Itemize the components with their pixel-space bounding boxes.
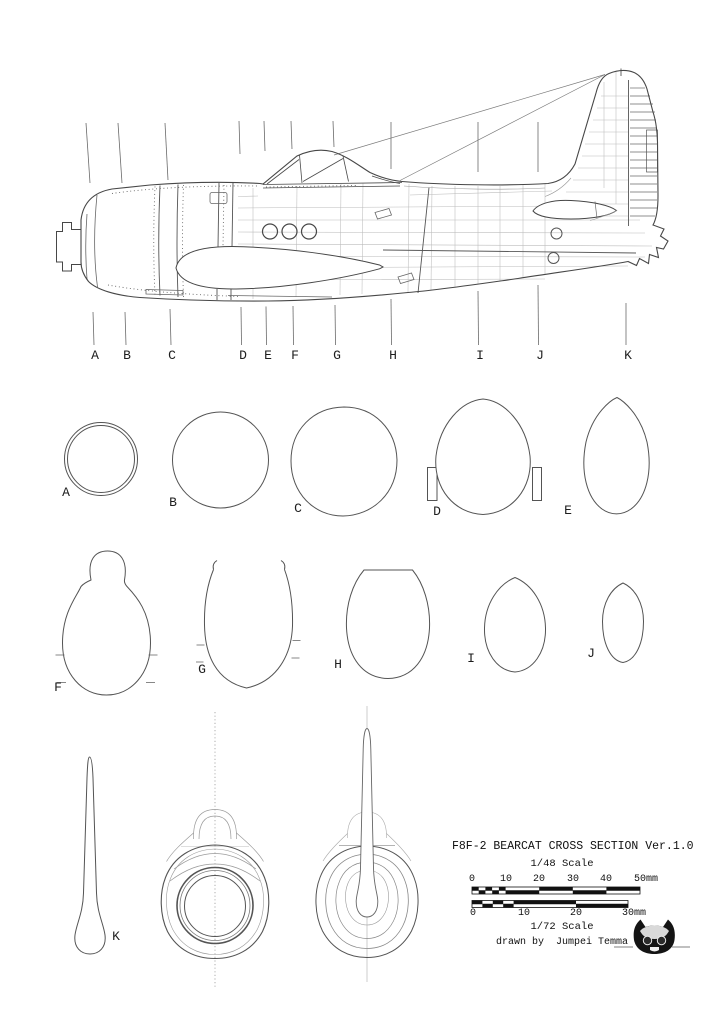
cross-section-b [173,412,269,508]
cross-section-h [346,570,429,679]
section-label-k: K [112,929,120,944]
station-label-b: B [123,348,131,363]
station-label-d: D [239,348,247,363]
prop-hub [57,223,82,272]
cross-section-c [291,407,397,516]
station-label-k: K [624,348,632,363]
section-label-c: C [294,501,302,516]
cross-section-i [484,578,545,673]
cross-section-e [584,398,649,514]
station-label-i: I [476,348,484,363]
station-label-h: H [389,348,397,363]
scale-48-tick-50: 50mm [633,874,659,885]
cross-section-f [56,551,158,695]
station-label-c: C [168,348,176,363]
scale-bar-48 [472,887,640,894]
section-label-a: A [62,485,70,500]
section-label-j: J [587,646,595,661]
section-label-h: H [334,657,342,672]
section-label-b: B [169,495,177,510]
side-profile [57,69,669,302]
station-label-j: J [536,348,544,363]
cross-section-k [75,757,105,954]
scale-48-tick-20: 20 [532,874,546,885]
scale-48-tick-10: 10 [499,874,513,885]
station-label-e: E [264,348,272,363]
front-view [161,712,269,988]
section-label-i: I [467,651,475,666]
station-label-g: G [333,348,341,363]
antenna-wires [334,75,605,181]
scale-48-tick-40: 40 [599,874,613,885]
drawing-title: F8F-2 BEARCAT CROSS SECTION Ver.1.0 [452,840,694,853]
credit-line: drawn by Jumpei Temma [495,937,629,948]
scale-bar-72 [472,901,628,908]
cross-section-d [428,399,542,515]
cross-section-g [196,561,301,689]
scale-72-tick-20: 20 [569,908,583,919]
scale-48-label: 1/48 Scale [530,858,594,870]
scale-48-tick-0: 0 [468,874,476,885]
cross-section-j [603,583,644,663]
scale-48-tick-30: 30 [566,874,580,885]
rear-view [316,706,418,982]
section-label-f: F [54,680,62,695]
station-label-f: F [291,348,299,363]
cross-sections-row2 [56,551,644,695]
scale-72-tick-10: 10 [517,908,531,919]
cross-sections-row1 [65,398,650,517]
scale-72-label: 1/72 Scale [530,921,594,933]
scale-72-tick-0: 0 [469,908,477,919]
scale-72-tick-30: 30mm [621,908,647,919]
section-label-e: E [564,503,572,518]
cross-section-a [65,423,138,496]
station-label-a: A [91,348,99,363]
section-label-g: G [198,662,206,677]
section-label-d: D [433,504,441,519]
